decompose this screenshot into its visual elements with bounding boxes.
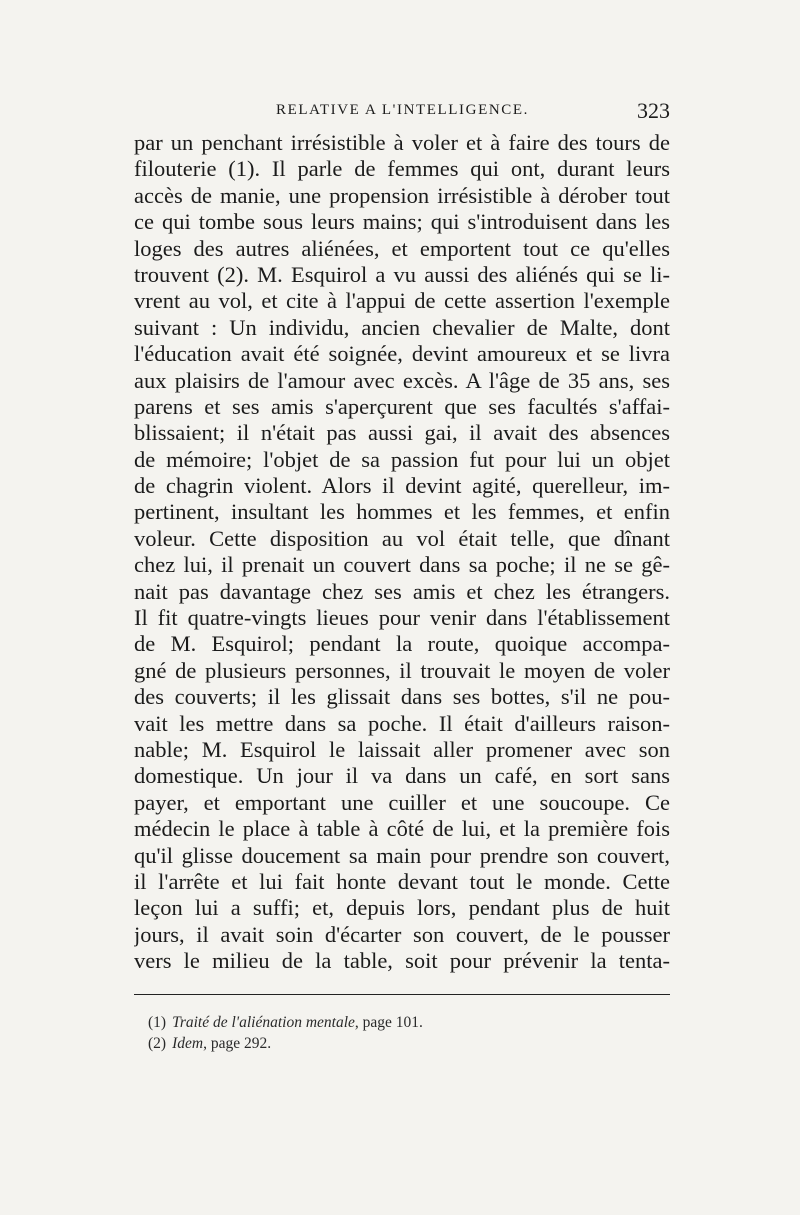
footnote-ref: , page 292. xyxy=(203,1035,272,1052)
text-line: par un penchant irrésistible à voler et à faire des tours de xyxy=(134,130,670,155)
text-line: leçon lui a suffi; et, depuis lors, pendant plus de huit xyxy=(134,895,670,921)
text-line: payer, et emportant une cuiller et une soucoupe. Ce xyxy=(134,789,670,815)
text-line: pertinent, insultant les hommes et les femmes, et enfin xyxy=(134,499,670,525)
text-line: de chagrin violent. Alors il devint agité, querelleur, im- xyxy=(134,473,670,499)
page-number: 323 xyxy=(637,98,670,123)
text-line: ce qui tombe sous leurs mains; qui s'introduisent dans les xyxy=(134,209,670,235)
text-line: Il fit quatre-vingts lieues pour venir dans l'établissement xyxy=(134,605,670,631)
text-line: voleur. Cette disposition au vol était telle, que dînant xyxy=(134,525,670,551)
text-line: nable; M. Esquirol le laissait aller promener avec son xyxy=(134,736,670,762)
text-line: de mémoire; l'objet de sa passion fut pour lui un objet xyxy=(134,446,670,472)
footnote-rule xyxy=(134,994,670,995)
text-line: accès de manie, une propension irrésistible à dérober tout xyxy=(134,182,670,208)
footnote-1 xyxy=(148,1012,648,1033)
text-line: jours, il avait soin d'écarter son couvert, de le pousser xyxy=(134,921,670,947)
text-line: médecin le place à table à côté de lui, et la première fois xyxy=(134,816,670,842)
text-line: il l'arrête et lui fait honte devant tout le monde. Cette xyxy=(134,868,670,894)
running-title: RELATIVE A L'INTELLIGENCE. xyxy=(275,102,529,118)
footnote-marker: (1) xyxy=(148,1014,167,1031)
text-line: vrent au vol, et cite à l'appui de cette assertion l'exemple xyxy=(134,288,670,314)
text-line: qu'il glisse doucement sa main pour prendre son couvert, xyxy=(134,842,670,868)
footnote-title: Traité de l'aliénation mentale xyxy=(172,1014,355,1031)
text-line: nait pas davantage chez ses amis et chez les étrangers. xyxy=(134,578,670,604)
text-line: l'éducation avait été soignée, devint amoureux et se livra xyxy=(134,341,670,367)
text-line: aux plaisirs de l'amour avec excès. A l'âge de 35 ans, ses xyxy=(134,367,670,393)
text-line: blissaient; il n'était pas aussi gai, il avait des absences xyxy=(134,420,670,446)
text-line: loges des autres aliénées, et emportent tout ce qu'elles xyxy=(134,235,670,261)
footnote-title: Idem xyxy=(172,1035,204,1052)
text-line: chez lui, il prenait un couvert dans sa poche; il ne se gê- xyxy=(134,552,670,578)
text-line: de M. Esquirol; pendant la route, quoique accompa- xyxy=(134,631,670,657)
text-line: vers le milieu de la table, soit pour prévenir la tenta- xyxy=(134,948,670,974)
body-text xyxy=(134,130,670,975)
footnote-ref: , page 101. xyxy=(354,1014,423,1031)
running-head xyxy=(135,98,670,122)
text-line: gné de plusieurs personnes, il trouvait le moyen de voler xyxy=(134,657,670,683)
footnote-2 xyxy=(148,1033,648,1054)
text-line: domestique. Un jour il va dans un café, en sort sans xyxy=(134,763,670,789)
text-line: vait les mettre dans sa poche. Il était d'ailleurs raison- xyxy=(134,710,670,736)
text-line: trouvent (2). M. Esquirol a vu aussi des aliénés qui se li- xyxy=(134,261,670,287)
footnote-marker: (2) xyxy=(148,1035,167,1052)
text-line: des couverts; il les glissait dans ses bottes, s'il ne pou- xyxy=(134,684,670,710)
text-line: parens et ses amis s'aperçurent que ses facultés s'affai- xyxy=(134,393,670,419)
footnotes xyxy=(148,1012,648,1054)
text-line: suivant : Un individu, ancien chevalier de Malte, dont xyxy=(134,314,670,340)
text-line: filouterie (1). Il parle de femmes qui ont, durant leurs xyxy=(134,156,670,182)
